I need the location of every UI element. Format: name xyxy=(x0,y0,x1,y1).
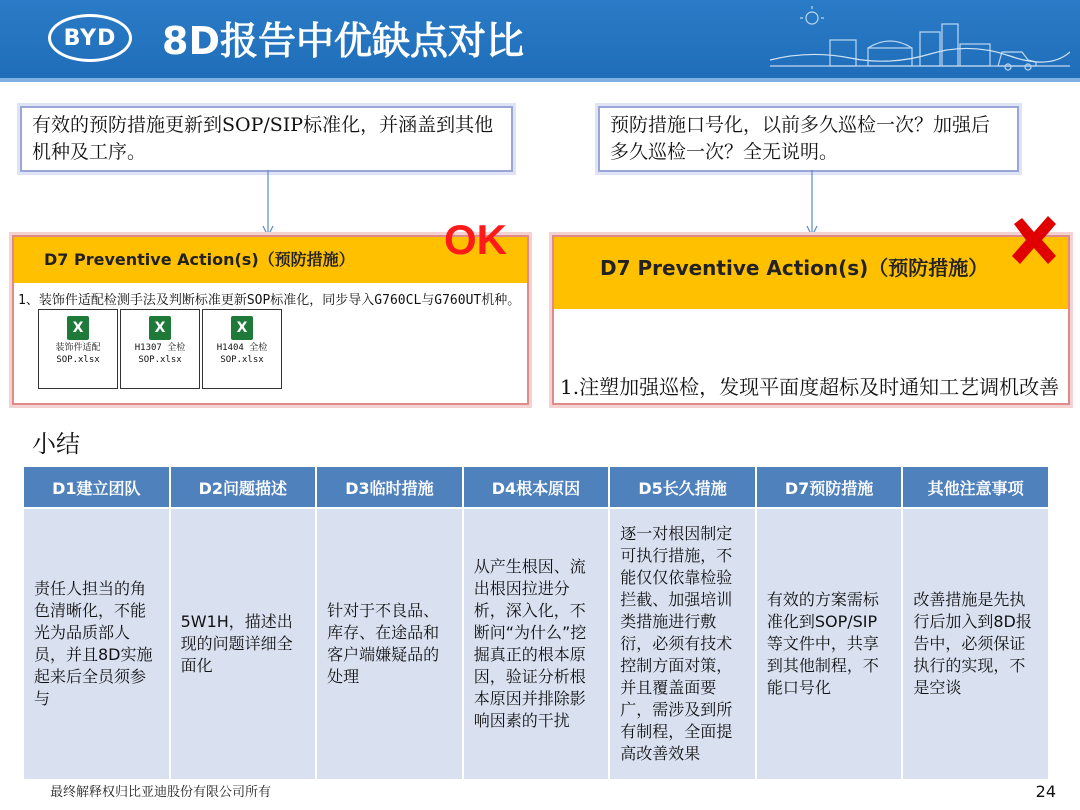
bad-practice-note: 预防措施口号化，以前多久巡检一次？加强后多久巡检一次？全无说明。 xyxy=(598,106,1019,172)
attachment-name: H1307 全检SOP.xlsx xyxy=(134,343,186,365)
ok-verdict: OK xyxy=(444,216,507,263)
column-header: D7预防措施 xyxy=(756,466,903,508)
summary-cell-d7: 有效的方案需标准化到SOP/SIP等文件中，共享到其他制程，不能口号化 xyxy=(756,508,903,780)
logo-text: BYD xyxy=(63,25,117,51)
good-example-text: 1、装饰件适配检测手法及判断标准更新SOP标准化，同步导入G760CL与G760UT机种。 xyxy=(18,293,521,308)
summary-cell-d1: 责任人担当的角色清晰化，不能光为品质部人员，并且8D实施起来后全员须参与 xyxy=(23,508,170,780)
excel-icon: X xyxy=(231,316,253,340)
summary-header-row xyxy=(23,466,1049,508)
summary-cell-d4: 从产生根因、流出根因拉进分析，深入化，不断问“为什么”挖掘真正的根本原因，验证分析根本原因并排除影响因素的干扰 xyxy=(463,508,610,780)
attachment-file-2[interactable] xyxy=(120,309,200,389)
attachment-name: H1404 全检SOP.xlsx xyxy=(216,343,268,365)
byd-logo xyxy=(48,14,132,62)
attachment-name: 装饰件适配SOP.xlsx xyxy=(55,343,101,365)
arrow-right-connector xyxy=(802,170,822,240)
bad-example-panel xyxy=(552,235,1070,405)
copyright-footer: 最终解释权归比亚迪股份有限公司所有 xyxy=(50,785,272,800)
header-strip xyxy=(0,78,1080,82)
summary-cell-d2: 5W1H，描述出现的问题详细全面化 xyxy=(170,508,317,780)
column-header: D4根本原因 xyxy=(463,466,610,508)
city-skyline-decoration xyxy=(770,4,1070,78)
excel-icon: X xyxy=(67,316,89,340)
column-header: D2问题描述 xyxy=(170,466,317,508)
column-header: 其他注意事项 xyxy=(902,466,1049,508)
attachment-file-3[interactable] xyxy=(202,309,282,389)
excel-icon: X xyxy=(149,316,171,340)
slide-title: 8D报告中优缺点对比 xyxy=(162,19,524,63)
bad-example-text: 1.注塑加强巡检，发现平面度超标及时通知工艺调机改善 xyxy=(560,375,1060,399)
column-header: D1建立团队 xyxy=(23,466,170,508)
summary-heading: 小结 xyxy=(32,430,80,458)
attachment-file-1[interactable] xyxy=(38,309,118,389)
summary-row xyxy=(23,508,1049,780)
column-header: D3临时措施 xyxy=(316,466,463,508)
summary-cell-d3: 针对于不良品、库存、在途品和客户端嫌疑品的处理 xyxy=(316,508,463,780)
slide-header xyxy=(0,0,1080,82)
bad-example-heading: D7 Preventive Action(s)（预防措施） xyxy=(554,237,1068,309)
arrow-left-connector xyxy=(258,170,278,240)
good-practice-note: 有效的预防措施更新到SOP/SIP标准化，并涵盖到其他机种及工序。 xyxy=(20,106,513,172)
page-number: 24 xyxy=(1035,782,1056,801)
summary-table xyxy=(22,465,1050,781)
good-example-heading: D7 Preventive Action(s)（预防措施） xyxy=(14,237,527,283)
column-header: D5长久措施 xyxy=(609,466,756,508)
summary-cell-other: 改善措施是先执行后加入到8D报告中，必须保证执行的实现，不是空谈 xyxy=(902,508,1049,780)
x-mark-icon xyxy=(1008,214,1060,266)
summary-cell-d5: 逐一对根因制定可执行措施，不能仅仅依靠检验拦截、加强培训类措施进行敷衍，必须有技术控制方面对策，并且覆盖面要广，需涉及到所有制程，全面提高改善效果 xyxy=(609,508,756,780)
